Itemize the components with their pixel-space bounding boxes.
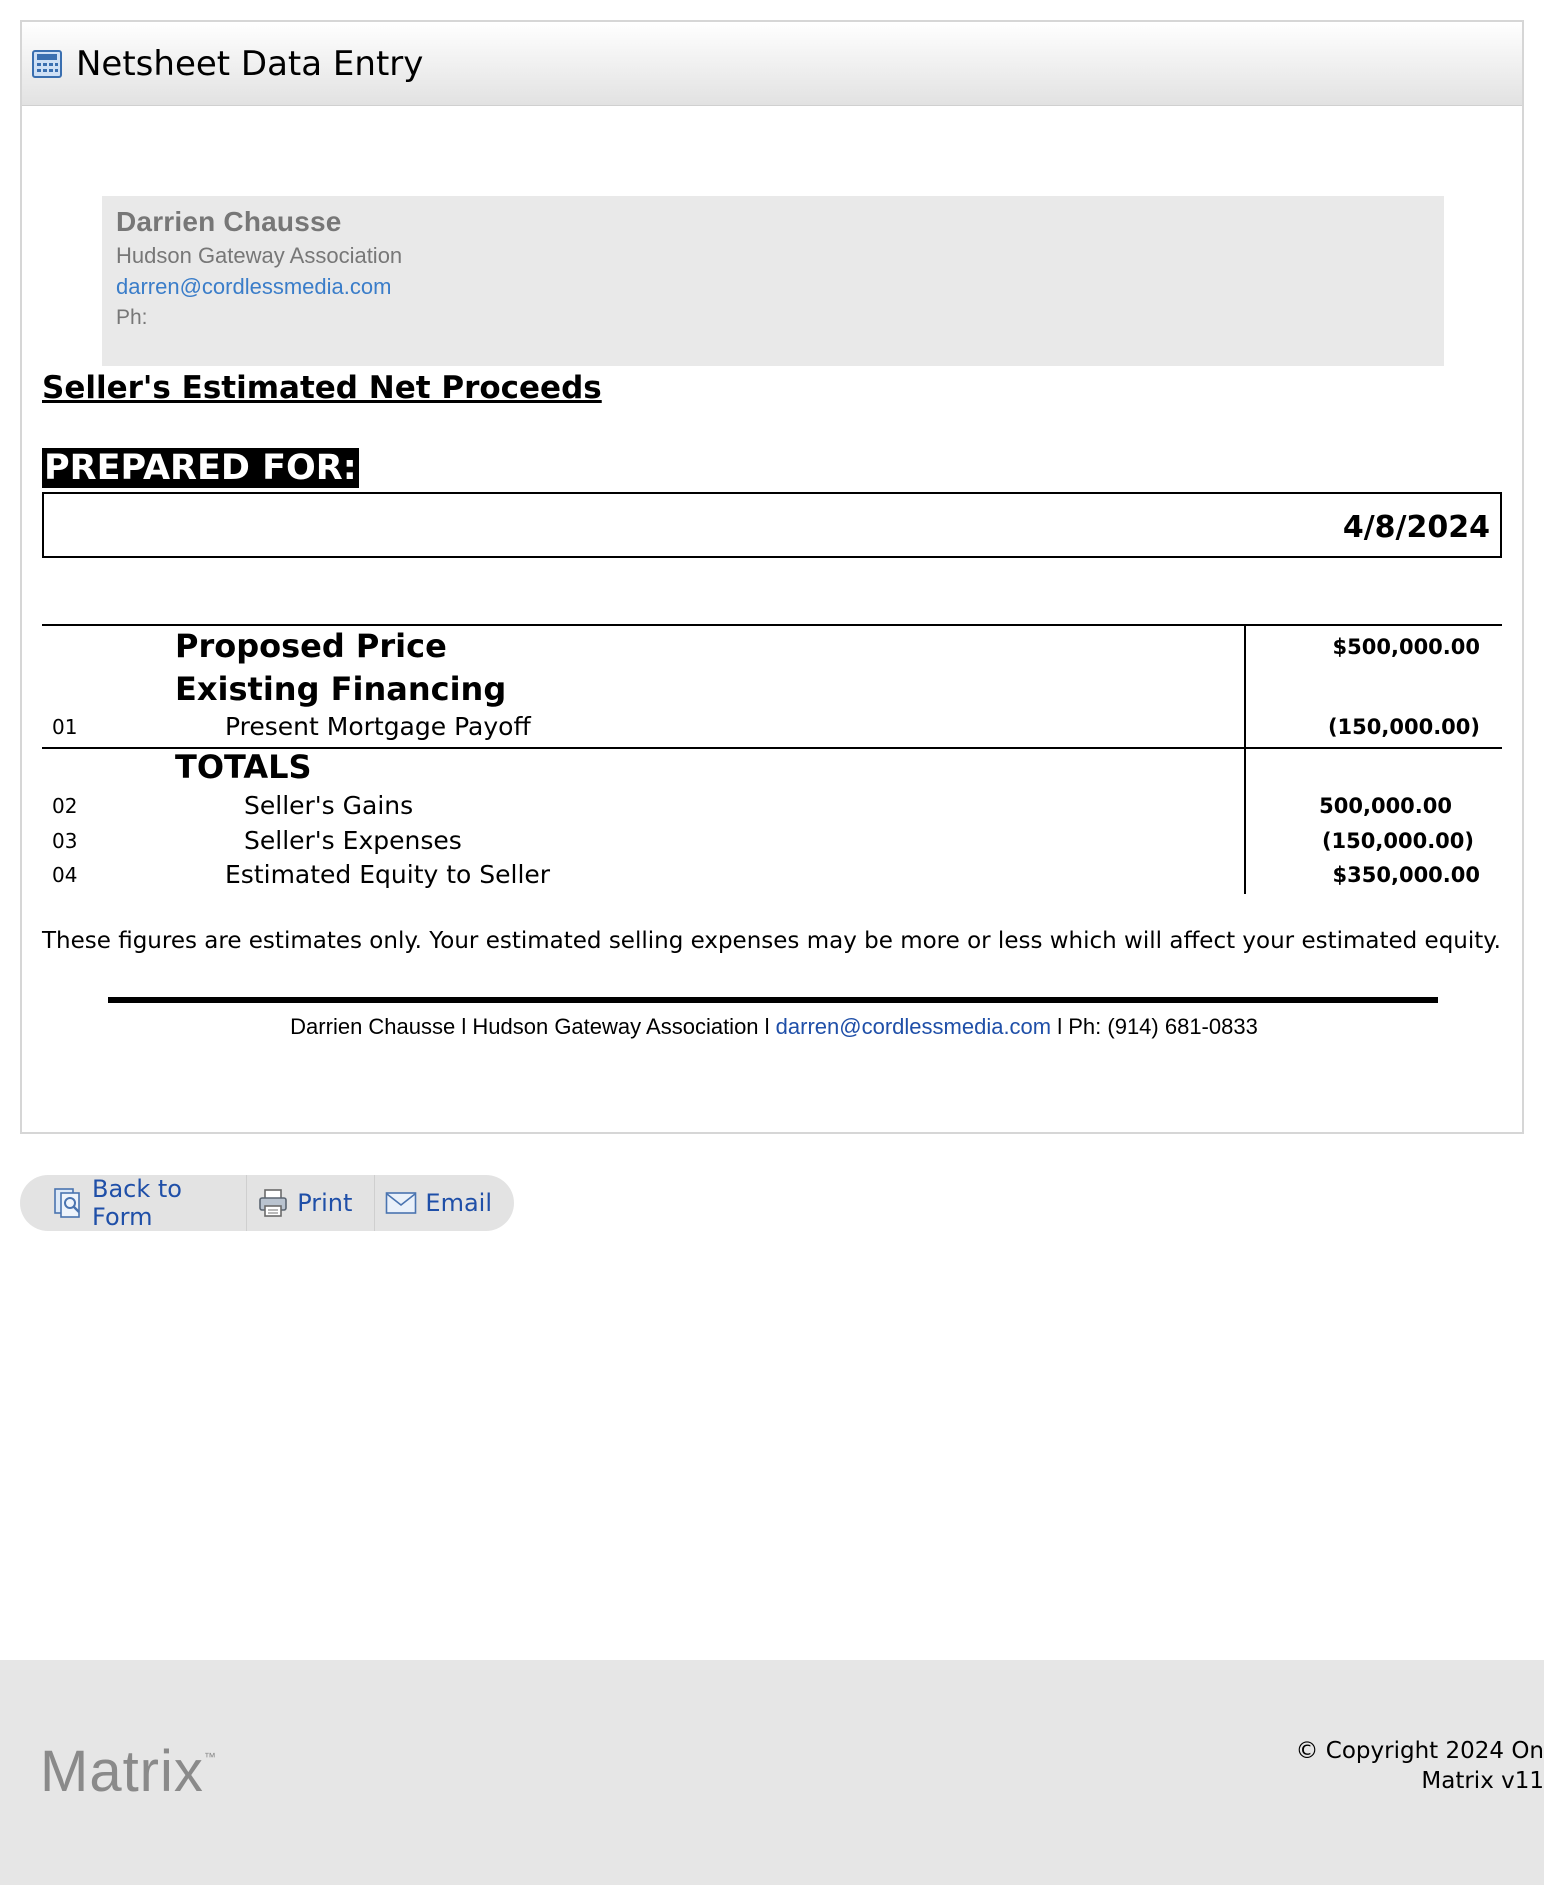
footer-email-link[interactable]: darren@cordlessmedia.com	[775, 1014, 1052, 1039]
disclaimer-text: These figures are estimates only. Your estimated selling expenses may be more or less which will affect your estimated equity.	[42, 928, 1501, 954]
back-to-form-icon	[52, 1187, 84, 1219]
proposed-price-label: Proposed Price	[175, 627, 447, 665]
trademark-mark: ™	[203, 1750, 217, 1764]
agent-phone: Ph:	[116, 306, 148, 329]
row-number: 01	[52, 715, 78, 739]
email-button[interactable]	[374, 1175, 504, 1231]
agent-footer-line	[22, 1014, 1526, 1040]
action-bar	[20, 1175, 514, 1231]
envelope-icon	[385, 1191, 417, 1215]
print-button[interactable]	[246, 1175, 364, 1231]
agent-email-link[interactable]: darren@cordlessmedia.com	[116, 274, 392, 299]
row-number: 04	[52, 863, 78, 887]
netsheet-panel	[20, 20, 1524, 1134]
agent-card	[102, 196, 1444, 366]
agent-name: Darrien Chausse	[116, 206, 342, 237]
footer-phone: Ph: (914) 681-0833	[1068, 1014, 1258, 1039]
version-line: Matrix v11	[1421, 1768, 1544, 1794]
footer-divider	[108, 997, 1438, 1003]
copyright-text	[1295, 1736, 1544, 1796]
site-footer	[0, 1660, 1544, 1885]
report-date: 4/8/2024	[1342, 510, 1490, 545]
report-title: Seller's Estimated Net Proceeds	[42, 370, 602, 406]
existing-financing-label: Existing Financing	[175, 670, 507, 708]
row-value: (150,000.00)	[1327, 715, 1480, 739]
totals-label: TOTALS	[175, 748, 312, 786]
row-value: 500,000.00	[1319, 794, 1452, 818]
proceeds-table	[42, 624, 1502, 892]
prepared-for-box	[42, 492, 1502, 558]
footer-separator: l	[1051, 1014, 1069, 1039]
row-label: Present Mortgage Payoff	[225, 712, 531, 741]
column-divider	[1244, 626, 1246, 894]
matrix-logo	[40, 1738, 217, 1805]
email-label: Email	[425, 1189, 492, 1217]
calculator-icon	[32, 50, 62, 78]
row-value: $350,000.00	[1332, 863, 1480, 887]
print-label: Print	[297, 1189, 353, 1217]
proposed-price-value: $500,000.00	[1332, 635, 1480, 659]
row-label: Seller's Gains	[244, 791, 414, 820]
row-number: 03	[52, 829, 78, 853]
footer-separator: l	[455, 1014, 473, 1039]
printer-icon	[257, 1187, 289, 1219]
footer-agent-name: Darrien Chausse	[290, 1014, 456, 1039]
footer-separator: l	[758, 1014, 776, 1039]
back-to-form-button[interactable]	[52, 1175, 236, 1231]
panel-header	[22, 22, 1522, 106]
prepared-for-label: PREPARED FOR:	[44, 448, 357, 488]
row-label: Seller's Expenses	[244, 826, 462, 855]
agent-organization: Hudson Gateway Association	[116, 243, 403, 268]
copyright-line: © Copyright 2024 On	[1295, 1738, 1544, 1764]
panel-title: Netsheet Data Entry	[76, 43, 424, 84]
matrix-logo-text: Matrix	[40, 1739, 204, 1804]
back-to-form-label: Back to Form	[92, 1175, 182, 1231]
row-label: Estimated Equity to Seller	[225, 860, 551, 889]
footer-organization: Hudson Gateway Association	[472, 1014, 759, 1039]
row-value: (150,000.00)	[1321, 829, 1474, 853]
row-number: 02	[52, 794, 78, 818]
